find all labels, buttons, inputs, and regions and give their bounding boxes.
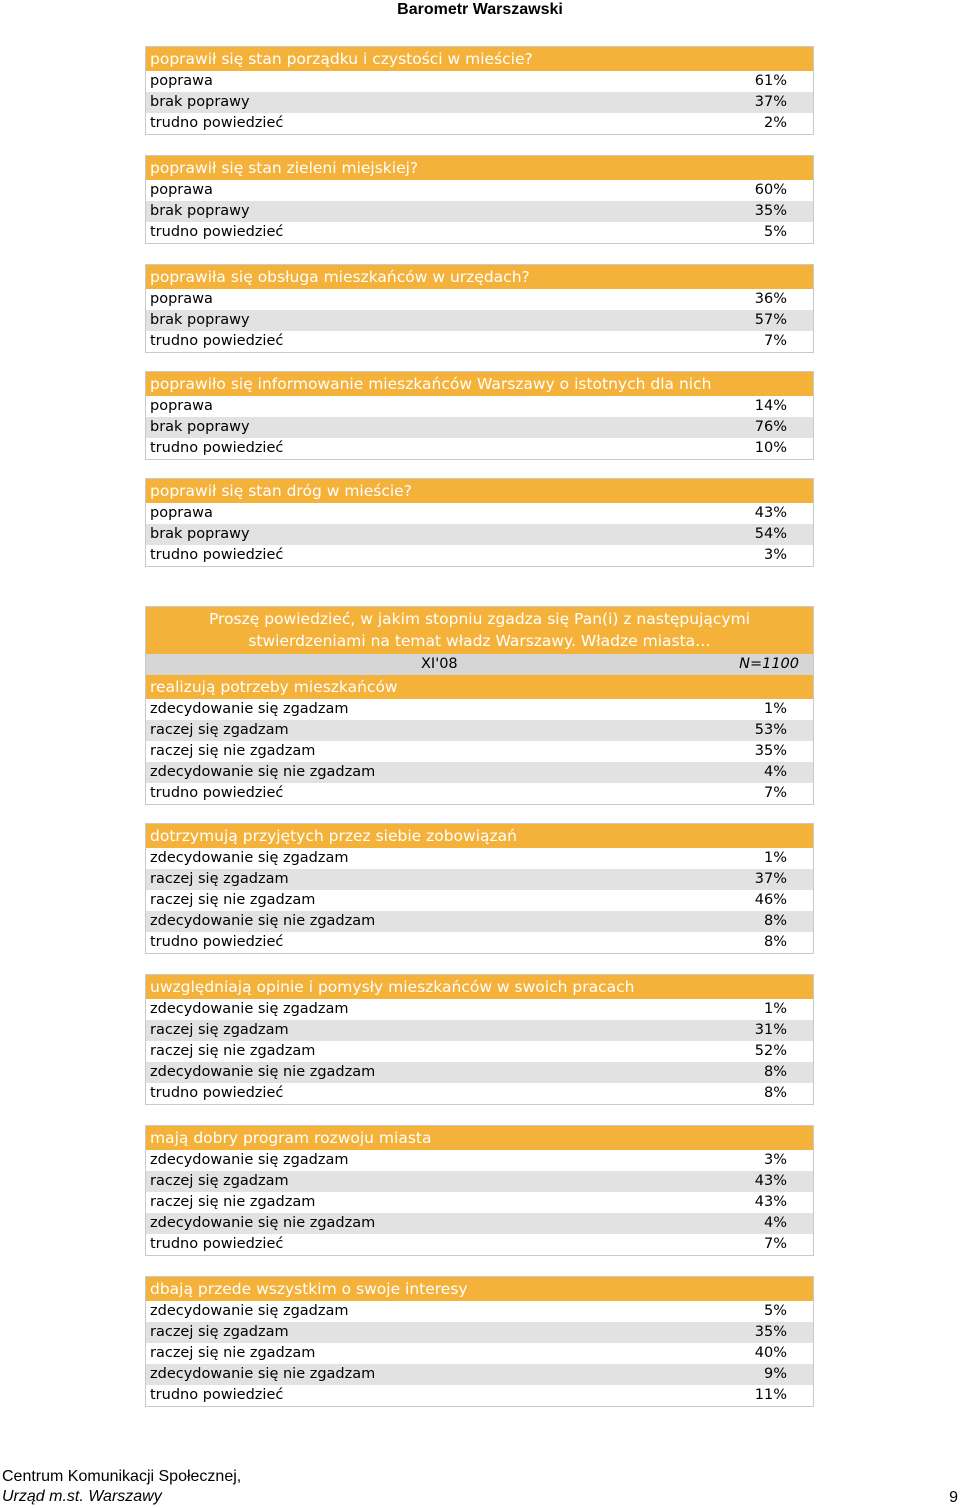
wave-header-row xyxy=(146,654,813,675)
table-row xyxy=(146,1385,813,1406)
row-value: 37% xyxy=(754,871,787,887)
row-value: 35% xyxy=(754,743,787,759)
row-value: 60% xyxy=(754,182,787,198)
table-row xyxy=(146,848,813,869)
row-label: raczej się nie zgadzam xyxy=(150,1345,316,1361)
table-row xyxy=(146,331,813,352)
question-title: poprawił się stan dróg w mieście? xyxy=(146,479,813,503)
row-value: 1% xyxy=(763,850,787,866)
row-value: 3% xyxy=(763,1152,787,1168)
table-row xyxy=(146,1213,813,1234)
statement-title: dbają przede wszystkim o swoje interesy xyxy=(146,1277,813,1301)
statement-title: realizują potrzeby mieszkańców xyxy=(146,675,813,699)
row-value: 1% xyxy=(763,1001,787,1017)
table-row xyxy=(146,71,813,92)
table-row xyxy=(146,999,813,1020)
row-value: 5% xyxy=(763,1303,787,1319)
question-block xyxy=(145,155,814,244)
row-value: 8% xyxy=(763,1085,787,1101)
row-value: 3% xyxy=(763,547,787,563)
row-label: poprawa xyxy=(150,398,213,414)
row-value: 7% xyxy=(763,333,787,349)
row-value: 76% xyxy=(754,419,787,435)
table-row xyxy=(146,1192,813,1213)
row-label: zdecydowanie się zgadzam xyxy=(150,850,349,866)
statements-intro xyxy=(146,607,813,654)
table-row xyxy=(146,741,813,762)
row-label: raczej się nie zgadzam xyxy=(150,743,316,759)
row-label: zdecydowanie się nie zgadzam xyxy=(150,1215,376,1231)
row-label: brak poprawy xyxy=(150,419,250,435)
footer-line: Urząd m.st. Warszawy xyxy=(2,1488,162,1505)
row-value: 43% xyxy=(754,1194,787,1210)
row-value: 37% xyxy=(754,94,787,110)
table-row xyxy=(146,1364,813,1385)
row-label: brak poprawy xyxy=(150,526,250,542)
statement-title: uwzględniają opinie i pomysły mieszkańców w swoich pracach xyxy=(146,975,813,999)
table-row xyxy=(146,1301,813,1322)
row-label: trudno powiedzieć xyxy=(150,115,284,131)
row-value: 61% xyxy=(754,73,787,89)
table-row xyxy=(146,1062,813,1083)
wave-label: XI'08 xyxy=(421,656,458,672)
table-row xyxy=(146,1083,813,1104)
statement-title: dotrzymują przyjętych przez siebie zobowiązań xyxy=(146,824,813,848)
table-row xyxy=(146,180,813,201)
question-block xyxy=(145,478,814,567)
question-block xyxy=(145,264,814,353)
row-label: raczej się zgadzam xyxy=(150,722,289,738)
row-value: 10% xyxy=(754,440,787,456)
row-value: 7% xyxy=(763,785,787,801)
row-label: trudno powiedzieć xyxy=(150,1085,284,1101)
row-value: 36% xyxy=(754,291,787,307)
table-row xyxy=(146,1041,813,1062)
row-label: brak poprawy xyxy=(150,94,250,110)
row-value: 35% xyxy=(754,203,787,219)
row-label: trudno powiedzieć xyxy=(150,1387,284,1403)
row-label: zdecydowanie się zgadzam xyxy=(150,1001,349,1017)
table-row xyxy=(146,1234,813,1255)
row-value: 43% xyxy=(754,1173,787,1189)
question-block xyxy=(145,46,814,135)
row-label: zdecydowanie się zgadzam xyxy=(150,1152,349,1168)
question-title: poprawiła się obsługa mieszkańców w urzędach? xyxy=(146,265,813,289)
footer-line: Centrum Komunikacji Społecznej, xyxy=(2,1468,242,1485)
table-row xyxy=(146,524,813,545)
row-label: brak poprawy xyxy=(150,203,250,219)
row-label: raczej się nie zgadzam xyxy=(150,1043,316,1059)
table-row xyxy=(146,289,813,310)
table-row xyxy=(146,1020,813,1041)
row-value: 43% xyxy=(754,505,787,521)
row-label: trudno powiedzieć xyxy=(150,333,284,349)
table-row xyxy=(146,869,813,890)
row-label: trudno powiedzieć xyxy=(150,224,284,240)
row-label: trudno powiedzieć xyxy=(150,785,284,801)
row-label: raczej się zgadzam xyxy=(150,871,289,887)
row-value: 46% xyxy=(754,892,787,908)
row-label: raczej się nie zgadzam xyxy=(150,892,316,908)
statement-title: mają dobry program rozwoju miasta xyxy=(146,1126,813,1150)
row-value: 11% xyxy=(754,1387,787,1403)
table-row xyxy=(146,310,813,331)
table-row xyxy=(146,932,813,953)
statement-block xyxy=(145,1125,814,1256)
table-row xyxy=(146,545,813,566)
row-label: trudno powiedzieć xyxy=(150,440,284,456)
intro-line: stwierdzeniami na temat władz Warszawy. Władze miasta… xyxy=(248,632,711,650)
row-value: 4% xyxy=(763,764,787,780)
intro-line: Proszę powiedzieć, w jakim stopniu zgadza się Pan(i) z następującymi xyxy=(208,610,751,628)
row-label: poprawa xyxy=(150,73,213,89)
row-label: raczej się zgadzam xyxy=(150,1324,289,1340)
row-value: 8% xyxy=(763,913,787,929)
row-label: zdecydowanie się zgadzam xyxy=(150,1303,349,1319)
row-label: raczej się zgadzam xyxy=(150,1022,289,1038)
row-value: 35% xyxy=(754,1324,787,1340)
table-row xyxy=(146,503,813,524)
table-row xyxy=(146,396,813,417)
row-value: 4% xyxy=(763,1215,787,1231)
table-row xyxy=(146,1322,813,1343)
question-title: poprawił się stan porządku i czystości w mieście? xyxy=(146,47,813,71)
row-value: 2% xyxy=(763,115,787,131)
row-value: 9% xyxy=(763,1366,787,1382)
table-row xyxy=(146,1150,813,1171)
row-label: zdecydowanie się nie zgadzam xyxy=(150,1064,376,1080)
row-value: 1% xyxy=(763,701,787,717)
row-value: 31% xyxy=(754,1022,787,1038)
page-header-title: Barometr Warszawski xyxy=(397,1,563,18)
row-label: zdecydowanie się nie zgadzam xyxy=(150,913,376,929)
table-row xyxy=(146,417,813,438)
table-row xyxy=(146,720,813,741)
row-value: 52% xyxy=(754,1043,787,1059)
table-row xyxy=(146,783,813,804)
row-value: 40% xyxy=(754,1345,787,1361)
question-block xyxy=(145,371,814,460)
statement-block xyxy=(145,1276,814,1407)
table-row xyxy=(146,201,813,222)
table-row xyxy=(146,222,813,243)
row-label: zdecydowanie się nie zgadzam xyxy=(150,764,376,780)
row-label: trudno powiedzieć xyxy=(150,547,284,563)
question-title: poprawił się stan zieleni miejskiej? xyxy=(146,156,813,180)
statements-intro-block xyxy=(145,606,814,805)
row-label: trudno powiedzieć xyxy=(150,1236,284,1252)
statement-block xyxy=(145,974,814,1105)
row-label: zdecydowanie się nie zgadzam xyxy=(150,1366,376,1382)
table-row xyxy=(146,911,813,932)
row-value: 7% xyxy=(763,1236,787,1252)
row-label: raczej się zgadzam xyxy=(150,1173,289,1189)
table-row xyxy=(146,1343,813,1364)
row-label: zdecydowanie się zgadzam xyxy=(150,701,349,717)
table-row xyxy=(146,438,813,459)
row-value: 8% xyxy=(763,1064,787,1080)
sample-size: N=1100 xyxy=(739,656,799,672)
table-row xyxy=(146,890,813,911)
table-row xyxy=(146,1171,813,1192)
table-row xyxy=(146,113,813,134)
row-value: 57% xyxy=(754,312,787,328)
table-row xyxy=(146,92,813,113)
row-label: trudno powiedzieć xyxy=(150,934,284,950)
row-label: raczej się nie zgadzam xyxy=(150,1194,316,1210)
row-value: 54% xyxy=(754,526,787,542)
row-label: poprawa xyxy=(150,291,213,307)
row-value: 5% xyxy=(763,224,787,240)
question-title: poprawiło się informowanie mieszkańców Warszawy o istotnych dla nich xyxy=(146,372,813,396)
statement-block xyxy=(145,823,814,954)
page-number: 9 xyxy=(949,1489,958,1506)
table-row xyxy=(146,699,813,720)
table-row xyxy=(146,762,813,783)
row-value: 53% xyxy=(754,722,787,738)
row-value: 14% xyxy=(754,398,787,414)
row-value: 8% xyxy=(763,934,787,950)
row-label: poprawa xyxy=(150,182,213,198)
page-footer xyxy=(2,1467,241,1507)
row-label: brak poprawy xyxy=(150,312,250,328)
row-label: poprawa xyxy=(150,505,213,521)
